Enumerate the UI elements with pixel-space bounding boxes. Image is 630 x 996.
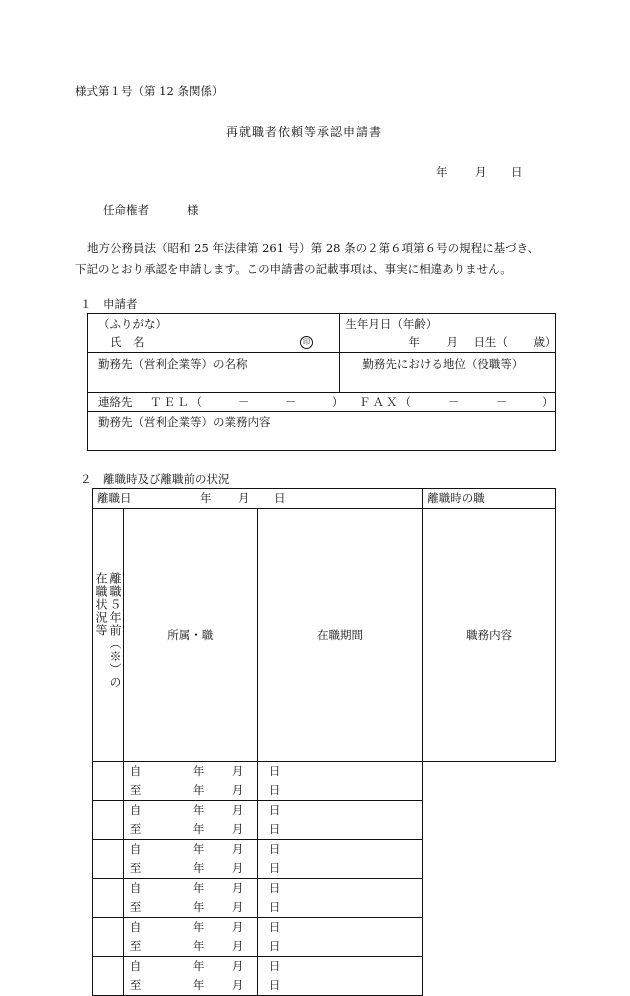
retire-date-cell[interactable] — [93, 489, 423, 509]
from-year: 年 — [192, 881, 205, 895]
from-month: 月 — [231, 920, 244, 934]
from-day: 日 — [268, 764, 281, 778]
to-day: 日 — [268, 939, 281, 953]
fax-dash-2: － — [496, 395, 508, 409]
from-label: 自 — [129, 803, 142, 817]
name-cell[interactable] — [88, 314, 340, 353]
from-day: 日 — [268, 842, 281, 856]
tel-label: ＴＥＬ（ — [150, 395, 204, 409]
birthdate-day: 日生（ — [473, 335, 508, 349]
retire-date-label: 離職日 — [97, 491, 132, 505]
to-day: 日 — [268, 822, 281, 836]
to-label: 至 — [129, 822, 142, 836]
from-year: 年 — [192, 764, 205, 778]
addressee-role: 任命権者 — [103, 203, 149, 217]
retire-day: 日 — [274, 491, 286, 505]
history-dept-cell[interactable] — [93, 801, 124, 840]
contact-cell[interactable] — [88, 393, 556, 412]
from-day: 日 — [268, 803, 281, 817]
to-year: 年 — [192, 939, 205, 953]
from-label: 自 — [129, 881, 142, 895]
history-period-to-cell[interactable] — [123, 781, 281, 801]
addressee-honorific: 様 — [187, 203, 199, 217]
tel-dash-2: － — [285, 395, 297, 409]
history-duties-cell[interactable] — [257, 801, 423, 840]
to-year: 年 — [192, 978, 205, 992]
from-month: 月 — [231, 959, 244, 973]
history-period-from-cell[interactable] — [123, 918, 281, 938]
history-period-from-cell[interactable] — [123, 840, 281, 860]
business-cell[interactable] — [88, 412, 556, 451]
to-label: 至 — [129, 783, 142, 797]
col-header-period: 在職期間 — [257, 509, 423, 762]
form-number: 様式第１号（第 12 条関係） — [75, 84, 224, 98]
date-month: 月 — [475, 165, 487, 179]
business-label: 勤務先（営利企業等）の業務内容 — [98, 415, 271, 429]
history-period-from-cell[interactable] — [123, 957, 281, 977]
from-month: 月 — [231, 842, 244, 856]
to-label: 至 — [129, 900, 142, 914]
from-label: 自 — [129, 959, 142, 973]
name-label: 氏 名 — [110, 335, 145, 349]
from-year: 年 — [192, 803, 205, 817]
employer-position-label: 勤務先における地位（役職等） — [362, 357, 524, 371]
furigana-label: （ふりがな） — [98, 317, 167, 331]
history-period-from-cell[interactable] — [123, 762, 281, 782]
history-period-to-cell[interactable] — [123, 820, 281, 840]
date-day: 日 — [511, 165, 523, 179]
history-period-to-cell[interactable] — [123, 859, 281, 879]
history-duties-cell[interactable] — [257, 840, 423, 879]
to-year: 年 — [192, 783, 205, 797]
history-period-to-cell[interactable] — [123, 937, 281, 957]
to-month: 月 — [231, 900, 244, 914]
section2-number: ２ — [80, 472, 92, 486]
applicant-table — [87, 313, 556, 451]
col-header-dept: 所属・職 — [123, 509, 257, 762]
retire-post-label: 離職時の職 — [427, 491, 485, 505]
section1-heading: 申請者 — [103, 297, 138, 311]
tel-close: ） — [332, 395, 344, 409]
from-year: 年 — [192, 920, 205, 934]
to-year: 年 — [192, 900, 205, 914]
history-period-to-cell[interactable] — [123, 976, 281, 996]
history-duties-cell[interactable] — [257, 762, 423, 801]
history-dept-cell[interactable] — [93, 918, 124, 957]
birthdate-month: 月 — [446, 335, 458, 349]
history-period-from-cell[interactable] — [123, 879, 281, 899]
side-label: 離職５年前（※）の在職状況等 — [93, 572, 122, 689]
retire-post-cell[interactable] — [423, 489, 556, 509]
tel-dash-1: － — [238, 395, 250, 409]
from-year: 年 — [192, 959, 205, 973]
birthdate-label: 生年月日（年齢） — [345, 317, 438, 331]
contact-label: 連絡先 — [98, 395, 133, 409]
from-month: 月 — [231, 764, 244, 778]
to-label: 至 — [129, 978, 142, 992]
history-duties-cell[interactable] — [257, 879, 423, 918]
from-month: 月 — [231, 803, 244, 817]
from-day: 日 — [268, 920, 281, 934]
history-dept-cell[interactable] — [93, 762, 124, 801]
from-label: 自 — [129, 842, 142, 856]
page-title: 再就職者依頼等承認申請書 — [226, 125, 383, 139]
birthdate-cell[interactable] — [340, 314, 556, 353]
employer-name-cell[interactable] — [88, 353, 340, 393]
to-label: 至 — [129, 861, 142, 875]
to-day: 日 — [268, 978, 281, 992]
to-day: 日 — [268, 861, 281, 875]
fax-dash-1: － — [448, 395, 460, 409]
to-month: 月 — [231, 822, 244, 836]
body-line-2: 下記のとおり承認を申請します。この申請書の記載事項は、事実に相違ありません。 — [75, 262, 512, 276]
history-duties-cell[interactable] — [257, 957, 423, 996]
side-label-cell — [93, 509, 124, 762]
from-month: 月 — [231, 881, 244, 895]
employer-position-cell[interactable] — [340, 353, 556, 393]
from-label: 自 — [129, 920, 142, 934]
to-day: 日 — [268, 900, 281, 914]
from-day: 日 — [268, 959, 281, 973]
history-dept-cell[interactable] — [93, 957, 124, 996]
history-dept-cell[interactable] — [93, 879, 124, 918]
date-year: 年 — [436, 165, 448, 179]
from-label: 自 — [129, 764, 142, 778]
history-period-from-cell[interactable] — [123, 801, 281, 821]
from-year: 年 — [192, 842, 205, 856]
history-dept-cell[interactable] — [93, 840, 124, 879]
retire-year: 年 — [200, 491, 212, 505]
to-month: 月 — [231, 939, 244, 953]
fax-label: ＦＡＸ（ — [359, 395, 413, 409]
to-year: 年 — [192, 861, 205, 875]
history-duties-cell[interactable] — [257, 918, 423, 957]
to-month: 月 — [231, 783, 244, 797]
section1-number: １ — [80, 297, 92, 311]
from-day: 日 — [268, 881, 281, 895]
to-day: 日 — [268, 783, 281, 797]
to-month: 月 — [231, 861, 244, 875]
retire-month: 月 — [238, 491, 250, 505]
to-year: 年 — [192, 822, 205, 836]
birthdate-year: 年 — [408, 335, 420, 349]
employer-name-label: 勤務先（営利企業等）の名称 — [98, 357, 248, 371]
to-label: 至 — [129, 939, 142, 953]
body-line-1: 地方公務員法（昭和 25 年法律第 261 号）第 28 条の２第６項第６号の規程に基づき、 — [87, 241, 540, 255]
seal-mark-icon: 印 — [300, 336, 313, 349]
fax-close: ） — [542, 395, 554, 409]
birthdate-age: 歳） — [533, 335, 557, 349]
col-header-duties: 職務内容 — [423, 509, 556, 762]
employment-history-table — [92, 488, 556, 996]
to-month: 月 — [231, 978, 244, 992]
section2-heading: 離職時及び離職前の状況 — [103, 472, 230, 486]
